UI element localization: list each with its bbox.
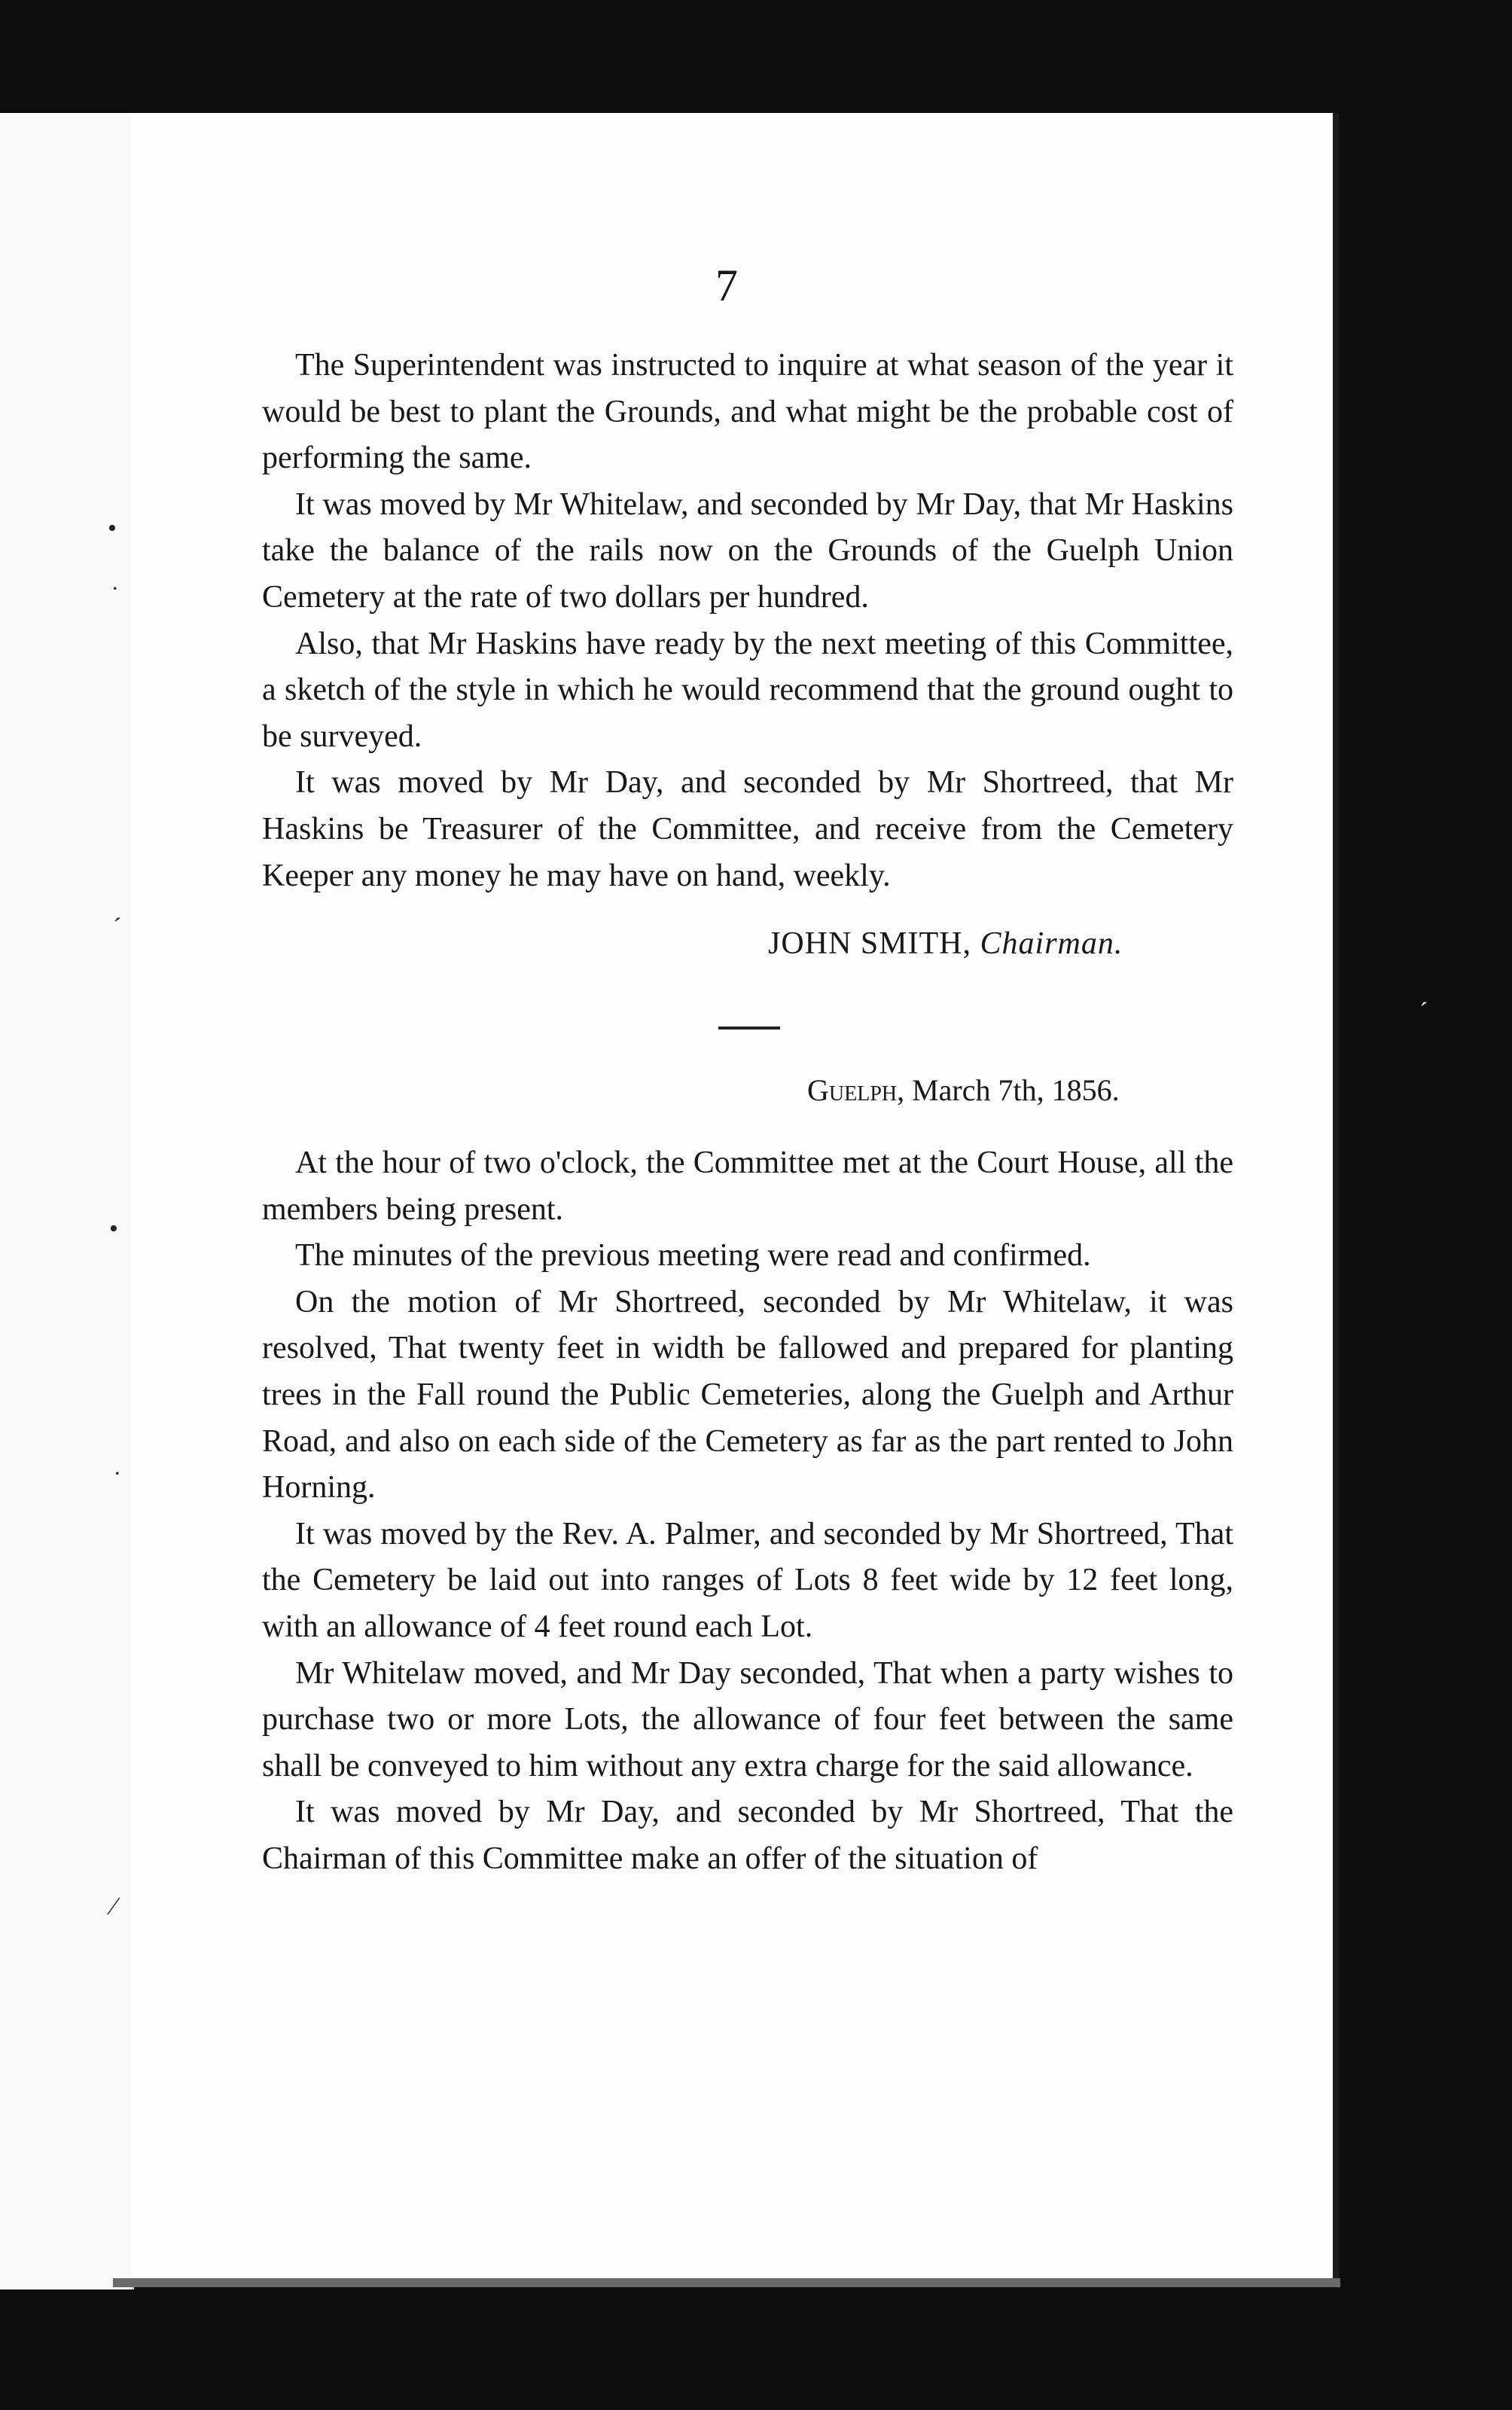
paragraph: It was moved by Mr Day, and seconded by Mr Shortreed, That the Chairman of this Committee make an offer of the situation of — [262, 1795, 1233, 1876]
dateline-place: Guelph, — [807, 1073, 905, 1107]
margin-mark: • — [108, 514, 117, 542]
page-number: 7 — [715, 261, 738, 310]
paragraph: It was moved by Mr Whitelaw, and seconded by Mr Day, that Mr Haskins take the balance of the rails now on the Grounds of the Guelph Union Cemetery at the rate of two dollars per hundred. — [262, 487, 1233, 615]
margin-mark: ˙ — [111, 582, 120, 610]
margin-mark: • — [109, 1215, 118, 1243]
paragraph: It was moved by Mr Day, and seconded by Mr Shortreed, that Mr Haskins be Treasurer of the Committee, and receive from the Cemetery Keeper any money he may have on hand, weekly. — [262, 765, 1233, 893]
margin-mark: ∕ — [111, 1893, 116, 1920]
signature-name: JOHN SMITH, — [768, 926, 972, 961]
dateline — [807, 1075, 1120, 1106]
signature — [768, 928, 1123, 959]
paragraph: Mr Whitelaw moved, and Mr Day seconded, That when a party wishes to purchase two or more Lots, the allowance of four feet between the same shall be conveyed to him without any extra charge for the said allowance. — [262, 1655, 1233, 1783]
dateline-date: March 7th, 1856. — [912, 1073, 1120, 1107]
facing-page-edge — [0, 113, 134, 2290]
page-bottom-edge — [113, 2278, 1340, 2287]
paragraph: Also, that Mr Haskins have ready by the next meeting of this Committee, a sketch of the style in which he would recommend that the ground ought to be surveyed. — [262, 626, 1233, 754]
paragraph: The minutes of the previous meeting were read and confirmed. — [295, 1238, 1091, 1274]
section-divider — [718, 1027, 780, 1030]
margin-mark: ˊ — [113, 914, 122, 941]
paragraph: On the motion of Mr Shortreed, seconded by Mr Whitelaw, it was resolved, That twenty feet in width be fallowed and prepared for planting trees in the Fall round the Public Cemeteries, along the Guelph and Arthur Road, and also on each side of the Cemetery as far as the part rented to John Horning. — [262, 1284, 1233, 1505]
margin-mark: ˙ — [113, 1467, 122, 1495]
paragraph: At the hour of two o'clock, the Committee met at the Court House, all the members being present. — [262, 1146, 1233, 1227]
body-text-bottom — [262, 1140, 1233, 1883]
signature-title: Chairman. — [980, 926, 1123, 961]
margin-mark: ˊ — [1419, 998, 1428, 1026]
body-text-top — [262, 343, 1233, 899]
paragraph: The Superintendent was instructed to inquire at what season of the year it would be best to plant the Grounds, and what might be the probable cost of performing the same. — [262, 348, 1233, 476]
paragraph: It was moved by the Rev. A. Palmer, and seconded by Mr Shortreed, That the Cemetery be laid out into ranges of Lots 8 feet wide by 12 feet long, with an allowance of 4 feet round each Lot. — [262, 1516, 1233, 1644]
